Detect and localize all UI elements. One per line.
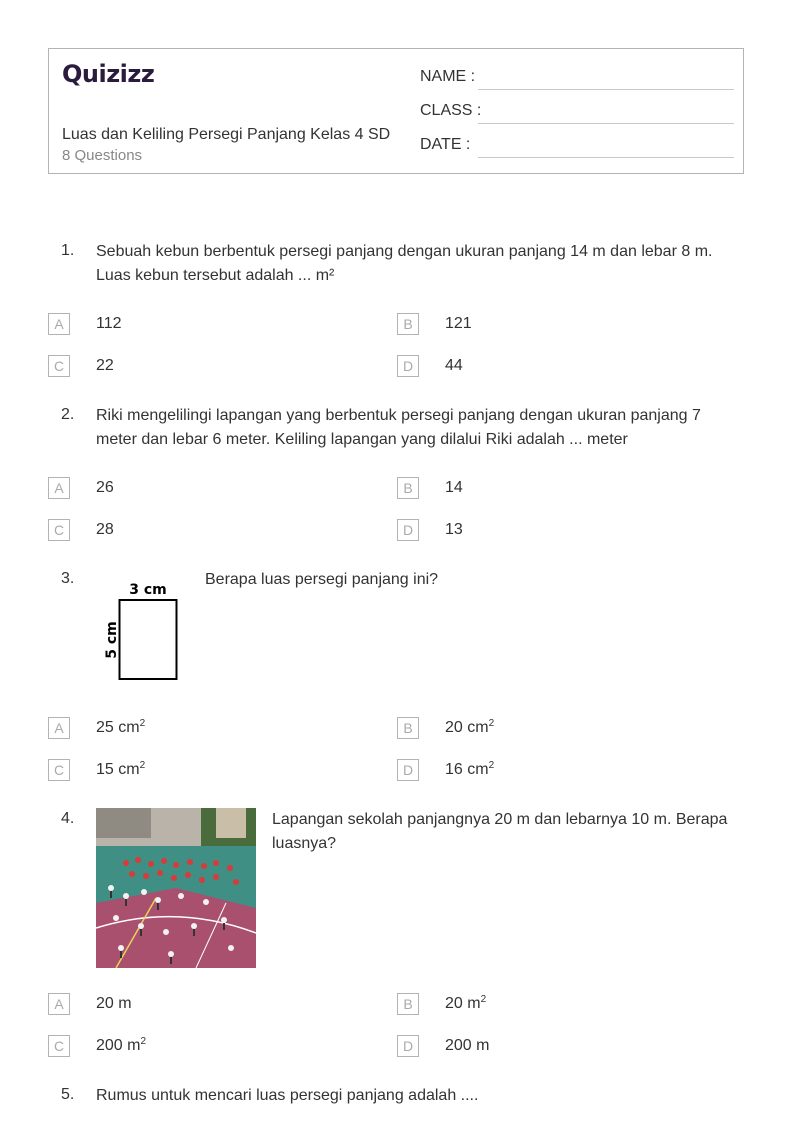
option-letter-box[interactable]: D xyxy=(397,759,419,781)
rectangle-figure xyxy=(96,576,196,686)
option-text: 121 xyxy=(445,315,472,332)
option-text: 200 m xyxy=(445,1037,490,1054)
option-text: 20 m xyxy=(96,995,132,1012)
option-letter-box[interactable]: A xyxy=(48,313,70,335)
option-letter-box[interactable]: C xyxy=(48,1035,70,1057)
option-letter-box[interactable]: D xyxy=(397,1035,419,1057)
question-count: 8 Questions xyxy=(62,147,143,164)
question-text: Riki mengelilingi lapangan yang berbentuk persegi panjang dengan ukuran panjang 7 meter dan lebar 6 meter. Keliling lapangan yang dilalui Riki adalah ... meter xyxy=(96,407,701,448)
option-text: 112 xyxy=(96,315,122,332)
option-letter-box[interactable]: B xyxy=(397,993,419,1015)
question-number: 5. xyxy=(61,1086,75,1103)
option-text: 15 $cm^2$ xyxy=(96,760,146,778)
option-text: 14 xyxy=(445,479,463,496)
option-letter-box[interactable]: A xyxy=(48,477,70,499)
question-text: Rumus untuk mencari luas persegi panjang adalah .... xyxy=(96,1087,479,1104)
option-text: 20 $m^2$ xyxy=(445,994,487,1012)
question-number: 2. xyxy=(61,406,75,423)
option-text: 13 xyxy=(445,521,463,538)
option-text: 25 $cm^2$ xyxy=(96,718,146,736)
worksheet-header xyxy=(48,48,744,174)
option-letter-box[interactable]: A xyxy=(48,717,70,739)
option-letter-box[interactable]: C xyxy=(48,759,70,781)
option-letter-box[interactable]: B xyxy=(397,477,419,499)
question-text: Berapa luas persegi panjang ini? xyxy=(205,571,439,588)
schoolyard-photo xyxy=(96,808,256,968)
quizizz-logo: Quizizz xyxy=(62,60,155,88)
option-text: 200 $m^2$ xyxy=(96,1036,147,1054)
question-text: Sebuah kebun berbentuk persegi panjang dengan ukuran panjang 14 m dan lebar 8 m. Luas kebun tersebut adalah ... m² xyxy=(96,243,713,284)
name-label: NAME : xyxy=(420,68,476,85)
figure-height-label: 5 cm xyxy=(104,621,120,659)
worksheet-title: Luas dan Keliling Persegi Panjang Kelas 4 SD xyxy=(62,126,391,143)
class-label: CLASS : xyxy=(420,102,482,119)
class-line xyxy=(478,123,734,124)
option-text: 26 xyxy=(96,479,114,496)
option-text: 16 $cm^2$ xyxy=(445,760,495,778)
option-letter-box[interactable]: D xyxy=(397,355,419,377)
figure-rectangle xyxy=(120,600,177,679)
option-letter-box[interactable]: C xyxy=(48,355,70,377)
name-line xyxy=(478,89,734,90)
question-number: 1. xyxy=(61,242,75,259)
option-letter-box[interactable]: B xyxy=(397,313,419,335)
date-label: DATE : xyxy=(420,136,471,153)
option-letter-box[interactable]: C xyxy=(48,519,70,541)
option-text: 20 $cm^2$ xyxy=(445,718,495,736)
date-line xyxy=(478,157,734,158)
question-number: 3. xyxy=(61,570,75,587)
option-letter-box[interactable]: B xyxy=(397,717,419,739)
option-text: 44 xyxy=(445,357,463,374)
question-text: Lapangan sekolah panjangnya 20 m dan lebarnya 10 m. Berapa luasnya? xyxy=(272,811,728,852)
question-number: 4. xyxy=(61,810,75,827)
option-letter-box[interactable]: A xyxy=(48,993,70,1015)
option-text: 22 xyxy=(96,357,114,374)
figure-width-label: 3 cm xyxy=(129,582,167,598)
option-letter-box[interactable]: D xyxy=(397,519,419,541)
option-text: 28 xyxy=(96,521,114,538)
